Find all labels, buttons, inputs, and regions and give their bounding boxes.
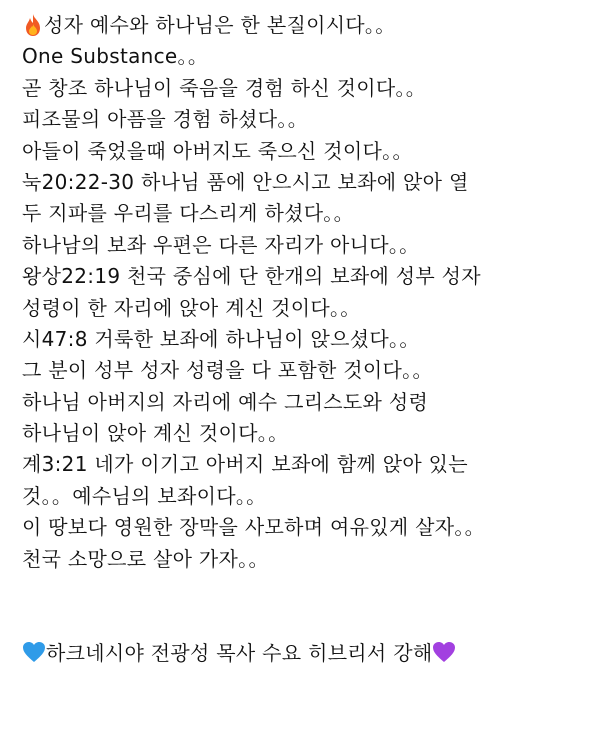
note-line: 계3:21 네가 이기고 아버지 보좌에 함께 앉아 있는: [22, 452, 468, 477]
note-line: 성령이 한 자리에 앉아 계신 것이다。。: [22, 295, 361, 320]
note-line: 그 분이 성부 성자 성령을 다 포함한 것이다。。: [22, 358, 433, 383]
note-title: 성자 예수와 하나님은 한 본질이시다。。: [44, 13, 396, 37]
note-line: 곧 창조 하나님이 죽음을 경험 하신 것이다。。: [22, 75, 427, 100]
signature-text: 하크네시야 전광성 목사 수요 히브리서 강해: [46, 640, 433, 665]
note-line: 이 땅보다 영원한 장막을 사모하며 여유있게 살자。。: [22, 515, 485, 540]
note-line: 시47:8 거룩한 보좌에 하나님이 앉으셨다。。: [22, 326, 420, 351]
note-line: 아들이 죽었을때 아버지도 죽으신 것이다。。: [22, 138, 413, 163]
note-line: 것。。예수님의 보좌이다。。: [22, 483, 267, 508]
note-title-line: [22, 10, 592, 41]
note-line: 하나님이 앉아 계신 것이다。。: [22, 421, 289, 446]
signature-line: [22, 638, 592, 669]
note-line: 천국 소망으로 살아 가자。。: [22, 546, 269, 571]
blank-spacer: [22, 575, 592, 638]
note-line: 두 지파를 우리를 다스리게 하셨다。。: [22, 201, 354, 226]
note-line: 하나님 아버지의 자리에 예수 그리스도와 성령: [22, 389, 429, 414]
note-line: 왕상22:19 천국 중심에 단 한개의 보좌에 성부 성자: [22, 264, 481, 289]
sermon-note: [22, 10, 592, 669]
fire-icon: [22, 13, 44, 37]
note-line: 피조물의 아픔을 경험 하셨다。。: [22, 107, 309, 132]
blue-heart-icon: [22, 641, 46, 663]
note-line: One Substance。。: [22, 44, 209, 69]
note-line: 눅20:22-30 하나님 품에 안으시고 보좌에 앉아 열: [22, 169, 469, 194]
note-line: 하나남의 보좌 우편은 다른 자리가 아니다。。: [22, 232, 420, 257]
purple-heart-icon: [432, 641, 456, 663]
